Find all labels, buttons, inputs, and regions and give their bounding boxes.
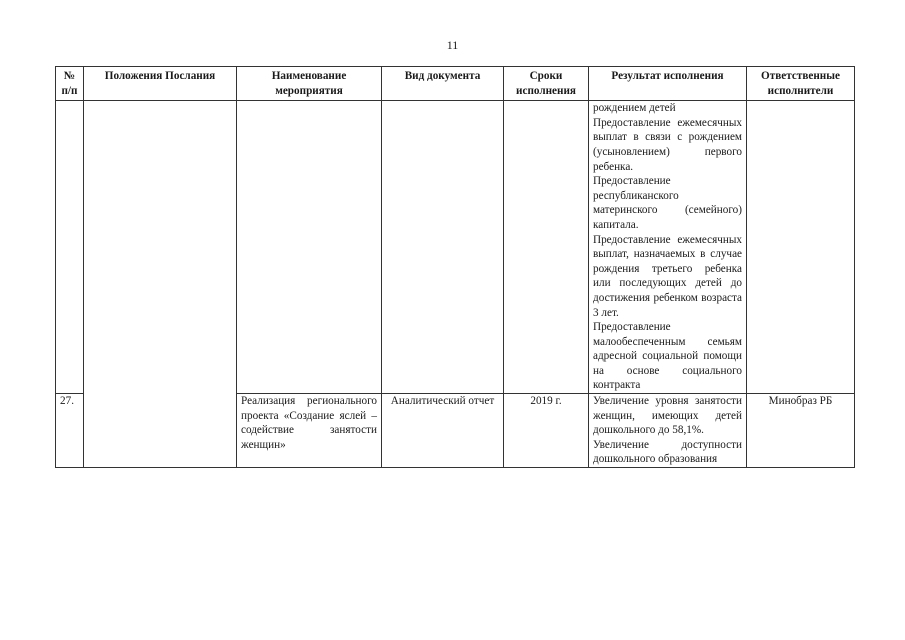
cell-responsible: Минобраз РБ: [747, 394, 855, 468]
header-doc-type: Вид документа: [382, 67, 504, 101]
header-responsible: Ответственные исполнители: [747, 67, 855, 101]
header-number: № п/п: [56, 67, 84, 101]
plan-table: [55, 66, 855, 468]
result-paragraph: Предоставление республиканского материнского (семейного) капитала.: [593, 175, 742, 231]
cell-deadline: 2019 г.: [504, 394, 589, 468]
cell-deadline-empty: [504, 101, 589, 394]
result-paragraph: Предоставление малообеспеченным семьям адресной социальной помощи на основе социального контракта: [593, 321, 742, 392]
header-result: Результат исполнения: [589, 67, 747, 101]
result-paragraph: Увеличение уровня занятости женщин, имеющих детей дошкольного до 58,1%.: [593, 395, 742, 437]
result-paragraph: Предоставление ежемесячных выплат в связи с рождением (усыновлением) первого ребенка.: [593, 116, 742, 173]
cell-number-empty: [56, 101, 84, 394]
header-deadline: Сроки исполнения: [504, 67, 589, 101]
header-provision: Положения Послания: [84, 67, 237, 101]
result-paragraph: Увеличение доступности дошкольного образования: [593, 438, 742, 466]
page-number: 11: [446, 38, 459, 52]
header-event: Наименование мероприятия: [237, 67, 382, 101]
header-row: [56, 67, 855, 101]
cell-event-empty: [237, 101, 382, 394]
result-paragraph: Предоставление ежемесячных выплат, назначаемых в случае рождения третьего ребенка или последующих детей до достижения ребенком возраста 3 лет.: [593, 233, 742, 319]
cell-provision: [84, 101, 237, 468]
table-row-continued: [56, 101, 855, 394]
cell-result: [589, 394, 747, 468]
cell-doc-type-empty: [382, 101, 504, 394]
cell-number: 27.: [56, 394, 84, 468]
result-paragraph: рождением детей: [593, 102, 676, 115]
cell-doc-type: Аналитический отчет: [382, 394, 504, 468]
cell-responsible-empty: [747, 101, 855, 394]
cell-event: Реализация регионального проекта «Создание яслей – содействие занятости женщин»: [237, 394, 382, 468]
cell-result-continued: [589, 101, 747, 394]
